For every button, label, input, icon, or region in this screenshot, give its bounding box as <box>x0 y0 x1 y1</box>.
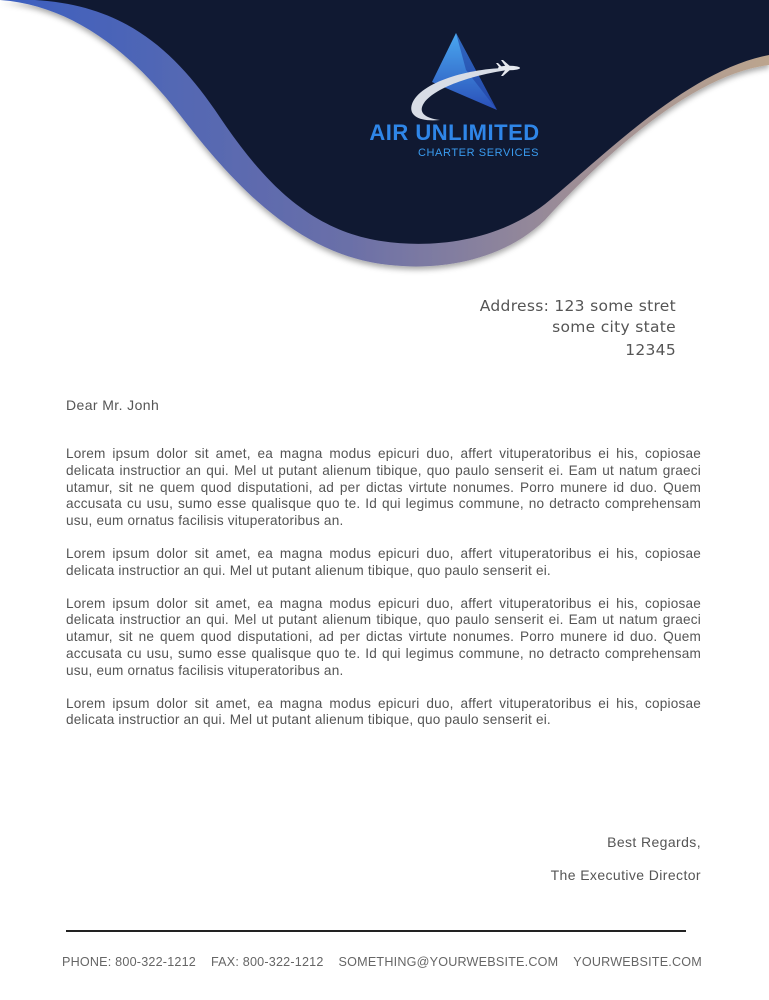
body-paragraph: Lorem ipsum dolor sit amet, ea magna modus epicuri duo, affert vituperatoribus ei his, copiosae delicata instructior an qui. Mel ut putant alienum tibique, quo paulo senserit ei. <box>66 545 701 578</box>
letter-signer: The Executive Director <box>550 867 701 883</box>
footer-email[interactable]: SOMETHING@YOURWEBSITE.COM <box>338 955 559 969</box>
body-paragraph: Lorem ipsum dolor sit amet, ea magna modus epicuri duo, affert vituperatoribus ei his, copiosae delicata instructior an qui. Mel ut putant alienum tibique, quo paulo senserit ei. Eam ut natum graeci utamur, sit ne quem quod disputationi, ad per dictas virtute nonumes. Porro munere id duo. Quem accusata cu usu, sumo esse qualisque quo te. Id qui legimus commune, no detracto comprehensam usu, eum ornatus facilisis vituperatoribus an. <box>66 595 701 678</box>
footer-contact-bar <box>62 955 702 969</box>
address-line-1: Address: 123 some stret <box>479 297 676 315</box>
footer-divider <box>66 930 686 932</box>
footer-phone: PHONE: 800-322-1212 <box>62 955 197 969</box>
sender-address <box>480 296 676 361</box>
brand-subtitle: CHARTER SERVICES <box>417 147 540 159</box>
brand-title: AIR UNLIMITED <box>369 120 540 145</box>
letter-greeting: Dear Mr. Jonh <box>66 397 160 413</box>
footer-website[interactable]: YOURWEBSITE.COM <box>573 955 702 969</box>
letter-closing: Best Regards, <box>607 834 701 850</box>
body-paragraph: Lorem ipsum dolor sit amet, ea magna modus epicuri duo, affert vituperatoribus ei his, copiosae delicata instructior an qui. Mel ut putant alienum tibique, quo paulo senserit ei. <box>66 695 701 728</box>
body-paragraph: Lorem ipsum dolor sit amet, ea magna modus epicuri duo, affert vituperatoribus ei his, copiosae delicata instructior an qui. Mel ut putant alienum tibique, quo paulo senserit ei. Eam ut natum graeci utamur, sit ne quem quod disputationi, ad per dictas virtute nonumes. Porro munere id duo. Quem accusata cu usu, sumo esse qualisque quo te. Id qui legimus commune, no detracto comprehensam usu, eum ornatus facilisis vituperatoribus an. <box>66 446 701 529</box>
address-line-2: some city state <box>552 318 676 336</box>
address-zip: 12345 <box>625 341 676 359</box>
footer-fax: FAX: 800-322-1212 <box>210 955 324 969</box>
letter-body <box>66 446 701 745</box>
